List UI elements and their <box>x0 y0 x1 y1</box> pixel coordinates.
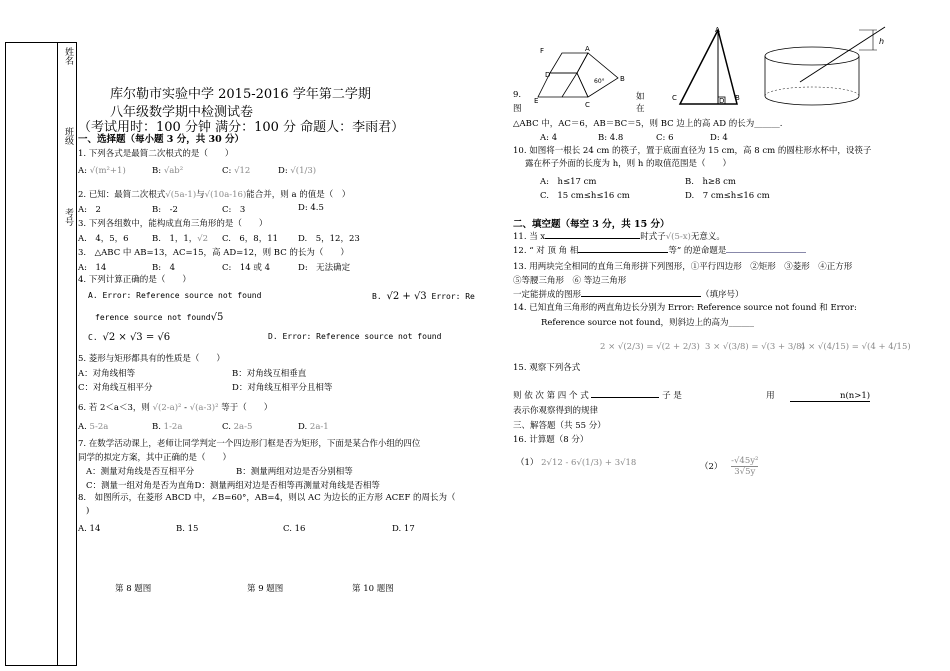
h-label: h <box>879 37 885 46</box>
label-a: A <box>585 45 590 53</box>
exam-info: （考试用时：100 分钟 满分：100 分 命题人：李雨君） <box>78 120 405 135</box>
q9-option-d: D: 4 <box>710 133 728 143</box>
tri-label-d: D <box>719 97 725 105</box>
q2-option-d: D: 4.5 <box>298 203 324 213</box>
tri-label-c: C <box>672 94 677 102</box>
label-c: C <box>585 101 590 109</box>
figure-10-caption: 第 10 题图 <box>352 584 394 594</box>
q3-stem: 3. 下列各组数中，能构成直角三角形的是（ ） <box>78 219 268 229</box>
q9-tu: 图 <box>513 104 522 114</box>
q12: 12. “ 对 顶 角 相 等” 的逆命题是 <box>513 244 806 256</box>
q9-number: 9. <box>513 90 522 100</box>
q3b-option-b: B: 4 <box>152 263 176 273</box>
triangle-figure <box>670 25 750 110</box>
q9-stem: △ABC 中，AC＝6，AB＝BC＝5，则 BC 边上的高 AD 的长为______. <box>513 119 783 129</box>
label-f: F <box>540 47 545 55</box>
q3b-stem: 3. △ABC 中 AB=13，AC=15，高 AD=12，则 BC 的长为（ ） <box>78 248 349 258</box>
name-label: 姓名 <box>63 47 73 65</box>
q11: 11. 当 x 时式子√(5-x)无意义。 <box>513 232 725 242</box>
q4-option-a: A. Error: Reference source not found <box>88 291 262 300</box>
q10-option-a: A: h≤17 cm <box>540 177 597 187</box>
chopstick <box>800 27 885 82</box>
q4-option-b-continued: ference source not found√5 <box>95 312 224 323</box>
q5-option-c: C：对角线互相平分 <box>78 383 153 393</box>
q1-option-a: A: √(m²+1) <box>78 166 126 176</box>
q9-option-c: C: 6 <box>656 133 674 143</box>
q12-blank-1[interactable] <box>578 252 668 253</box>
q14-line1: 14. 已知直角三角形的两直角边长分别为 Error: Reference source not found 和 Error: <box>513 303 857 313</box>
q2-option-c: C: 3 <box>222 205 246 215</box>
q4-option-c: C. √2 × √3 = √6 <box>88 332 171 343</box>
rhombus-abcd <box>577 53 618 97</box>
q13-line2: ⑤等腰三角形 ⑥ 等边三角形 <box>513 276 627 286</box>
q9-zai: 在 <box>636 104 645 114</box>
q6-option-d: D. 2a-1 <box>298 422 329 432</box>
label-b: B <box>620 75 625 83</box>
q16-p2-numerator: -√45y² <box>731 456 759 466</box>
q3b-option-d: D: 无法确定 <box>298 263 351 273</box>
section-2-title: 二、填空题（每空 3 分，共 15 分） <box>513 219 670 230</box>
q3-option-a: A. 4，5，6 <box>78 234 129 244</box>
class-label: 班级 <box>63 127 73 145</box>
q8-option-c: C. 16 <box>283 524 306 534</box>
q1-option-b: B: √ab² <box>152 166 184 176</box>
q5-stem: 5. 菱形与矩形都具有的性质是（ ） <box>78 354 225 364</box>
binding-line <box>57 42 58 666</box>
exam-number-label: 考号 <box>63 208 73 226</box>
q10-option-b: B. h≥8 cm <box>685 177 736 187</box>
q16-part-2: （2） $\frac{\text{-√45y²}}{3√5y}$ <box>700 456 759 477</box>
q2-stem: 2. 已知：最简二次根式√(5a-1)与√(10a-16)能合并，则 a 的值是（ ） <box>78 190 351 200</box>
q9-option-a: A: 4 <box>540 133 558 143</box>
figure-8-caption: 第 8 题图 <box>115 584 152 594</box>
q3-option-d: D. 5，12，23 <box>298 234 360 244</box>
q13-line3: 一定能拼成的图形 （填序号） <box>513 290 744 300</box>
cylinder-figure <box>755 22 895 110</box>
q15-blank-2[interactable]: n(n>1) <box>790 391 870 402</box>
q1-option-c: C: √12 <box>222 166 251 176</box>
q10-option-c: C. 15 cm≤h≤16 cm <box>540 191 630 201</box>
q6-option-b: B. 1-2a <box>152 422 183 432</box>
label-d: D <box>545 71 551 79</box>
q7-option-a: A：测量对角线是否互相平分 <box>86 467 195 477</box>
q16-p2-denominator: 3√5y <box>734 467 756 477</box>
q7-option-cd: C：测量一组对角是否为直角D：测量两组对边是否相等再测量对角线是否相等 <box>86 481 380 491</box>
q4-option-b: B. √2 + √3 Error: Re <box>372 291 475 302</box>
q1-stem: 1. 下列各式是最简二次根式的是（ ） <box>78 149 234 159</box>
q15-blank-1[interactable] <box>591 397 659 398</box>
q8-option-d: D. 17 <box>392 524 415 534</box>
q15-stem: 15. 观察下列各式 <box>513 363 581 373</box>
figure-9-caption: 第 9 题图 <box>247 584 284 594</box>
q5-option-a: A：对角线相等 <box>78 369 136 379</box>
school-title: 库尔勒市实验中学 2015-2016 学年第二学期 <box>110 87 371 102</box>
q15-pattern-line1: 则 依 次 第 四 个 式 子 是 用 n(n>1) <box>513 391 871 401</box>
q7-stem-line2: 同学的拟定方案，其中正确的是（ ） <box>78 453 232 463</box>
q11-blank[interactable] <box>545 238 640 239</box>
q7-stem-line1: 7. 在数学活动课上，老师让同学判定一个四边形门框是否为矩形，下面是某合作小组的四位 <box>78 439 421 449</box>
q2-option-b: B: -2 <box>152 205 178 215</box>
q8-stem-line2: ) <box>86 506 90 516</box>
q15-expr-2: 3 × √(3/8) = √(3 + 3/8) <box>705 342 805 352</box>
angle-label: 60° <box>594 78 605 85</box>
q4-stem: 4. 下列计算正确的是（ ） <box>78 275 191 285</box>
q6-option-c: C. 2a-5 <box>222 422 253 432</box>
q7-option-b: B：测量两组对边是否分别相等 <box>236 467 353 477</box>
q6-option-a: A. 5-2a <box>78 422 109 432</box>
q5-option-d: D：对角线互相平分且相等 <box>232 383 333 393</box>
q3b-option-a: A: 14 <box>78 263 107 273</box>
q2-option-a: A: 2 <box>78 205 101 215</box>
q15-expr-3: 4 × √(4/15) = √(4 + 4/15) <box>800 342 911 352</box>
q3-option-b: B. 1，1，√2 <box>152 234 209 244</box>
q1-option-d: D: √(1/3) <box>278 166 317 176</box>
q3b-option-c: C: 14 或 4 <box>222 263 270 273</box>
q13-line1: 13. 用两块完全相同的直角三角形拼下列图形，①平行四边形 ②矩形 ③菱形 ④正方形 <box>513 262 853 272</box>
tri-label-a: A <box>715 26 720 34</box>
q10-option-d: D. 7 cm≤h≤16 cm <box>685 191 770 201</box>
q8-option-a: A. 14 <box>78 524 101 534</box>
q16-part-1: （1） 2√12 - 6√(1/3) + 3√18 <box>516 458 637 468</box>
section-1-title: 一、选择题（每小题 3 分，共 30 分） <box>78 134 245 145</box>
q9-option-b: B: 4.8 <box>598 133 624 143</box>
q5-option-b: B：对角线互相垂直 <box>232 369 307 379</box>
q3-option-c: C. 6，8，11 <box>222 234 279 244</box>
section-3-title: 三、解答题（共 55 分） <box>513 421 606 431</box>
q15-pattern-line2: 表示你观察得到的规律 <box>513 406 599 416</box>
q8-stem-line1: 8. 如图所示，在菱形 ABCD 中，∠B=60°，AB=4，则以 AC 为边长的正方形 ACEF 的周长为（ <box>78 493 456 503</box>
q15-expr-1: 2 × √(2/3) = √(2 + 2/3) <box>600 342 700 352</box>
q13-blank[interactable] <box>581 296 701 297</box>
q8-option-b: B. 15 <box>176 524 199 534</box>
q10-stem-line1: 10. 如图将一根长 24 cm 的筷子，置于底面直径为 15 cm，高 8 cm 的圆柱形水杯中，设筷子 <box>513 146 872 156</box>
q10-stem-line2: 露在杯子外面的长度为 h，则 h 的取值范围是（ ） <box>525 159 732 169</box>
q16-title: 16. 计算题（8 分） <box>513 435 589 445</box>
q9-ru: 如 <box>636 92 645 102</box>
q4-option-d: D. Error: Reference source not found <box>268 332 442 341</box>
label-e: E <box>534 97 539 105</box>
q12-blank-2[interactable] <box>726 252 806 253</box>
rhombus-square-figure <box>530 45 640 110</box>
tri-label-b: B <box>735 94 740 102</box>
exam-title: 八年级数学期中检测试卷 <box>110 105 254 120</box>
q6-stem: 6. 若 2＜a＜3，则 √(2-a)² - √(a-3)² 等于（ ） <box>78 403 273 413</box>
q14-line2: Reference source not found，则斜边上的高为______ <box>541 318 755 328</box>
